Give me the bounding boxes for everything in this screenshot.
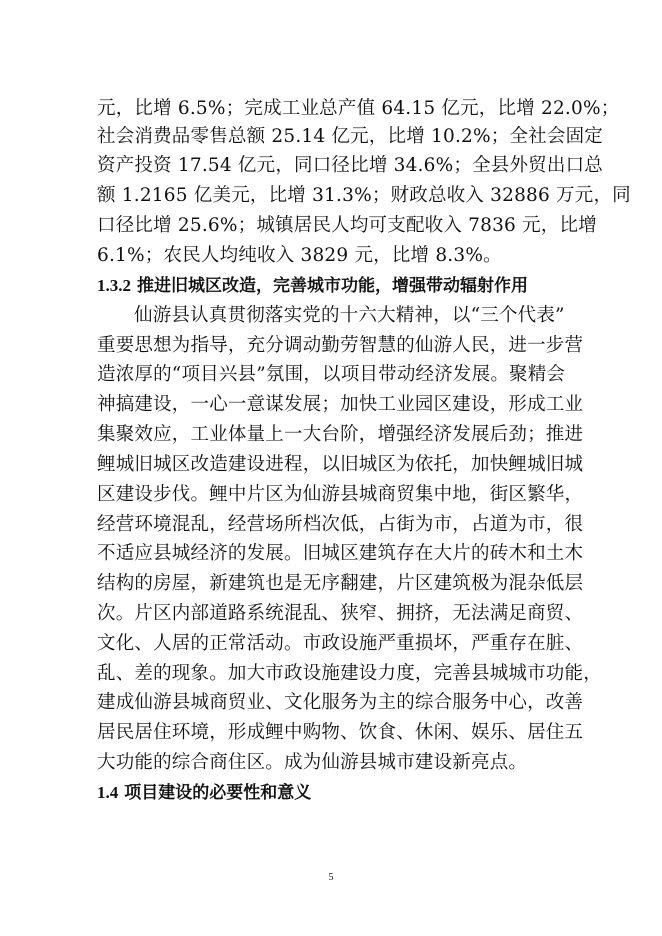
paragraph-line: 仙游县认真贯彻落实党的十六大精神，以“三个代表”: [134, 305, 565, 326]
paragraph-line: 次。片区内部道路系统混乱、狭窄、拥挤，无法满足商贸、: [97, 603, 584, 624]
section-heading-1-4: [97, 780, 311, 806]
page-number: 5: [328, 872, 334, 883]
paragraph-line: 神搞建设，一心一意谋发展；加快工业园区建设，形成工业: [97, 394, 584, 415]
paragraph-line: 大功能的综合商住区。成为仙游县城市建设新亮点。: [97, 752, 528, 773]
section-title: 推进旧城区改造，完善城市功能，增强带动辐射作用: [137, 276, 528, 296]
paragraph-line: 额 1.2165 亿美元，比增 31.3%；财政总收入 32886 万元，同: [97, 185, 631, 206]
paragraph-line: 结构的房屋，新建筑也是无序翻建，片区建筑极为混杂低层: [97, 573, 584, 594]
section-heading-1-3-2: [97, 273, 528, 299]
paragraph-line: 经营环境混乱，经营场所档次低，占街为市，占道为市，很: [97, 514, 584, 535]
paragraph-line: 元，比增 6.5%；完成工业总产值 64.15 亿元，比增 22.0%；: [97, 98, 620, 119]
paragraph-line: 鲤城旧城区改造建设进程，以旧城区为依托，加快鲤城旧城: [97, 454, 584, 475]
paragraph-line: 口径比增 25.6%；城镇居民人均可支配收入 7836 元，比增: [97, 215, 597, 236]
paragraph-line: 乱、差的现象。加大市政设施建设力度，完善县城城市功能，: [97, 663, 602, 684]
section-number: 1.4: [97, 783, 119, 802]
section-title: 项目建设的必要性和意义: [124, 783, 312, 803]
paragraph-line: 不适应县城经济的发展。旧城区建筑存在大片的砖木和土木: [97, 543, 584, 564]
paragraph-line: 区建设步伐。鲤中片区为仙游县城商贸集中地，街区繁华，: [97, 484, 584, 505]
paragraph-line: 居民居住环境，形成鲤中购物、饮食、休闲、娱乐、居住五: [97, 722, 584, 743]
paragraph-line: 社会消费品零售总额 25.14 亿元，比增 10.2%；全社会固定: [97, 126, 603, 147]
section-number: 1.3.2: [97, 276, 131, 295]
paragraph-line: 重要思想为指导，充分调动勤劳智慧的仙游人民，进一步营: [97, 335, 584, 356]
paragraph-line: 资产投资 17.54 亿元，同口径比增 34.6%；全县外贸出口总: [97, 155, 603, 176]
paragraph-line: 文化、人居的正常活动。市政设施严重损坏，严重存在脏、: [97, 633, 584, 654]
paragraph-line: 建成仙游县城商贸业、文化服务为主的综合服务中心，改善: [97, 692, 584, 713]
paragraph-line: 集聚效应，工业体量上一大台阶，增强经济发展后劲；推进: [97, 424, 584, 445]
paragraph-line: 6.1%；农民人均纯收入 3829 元，比增 8.3%。: [97, 245, 502, 266]
paragraph-line: 造浓厚的“项目兴县”氛围，以项目带动经济发展。聚精会: [97, 364, 566, 385]
